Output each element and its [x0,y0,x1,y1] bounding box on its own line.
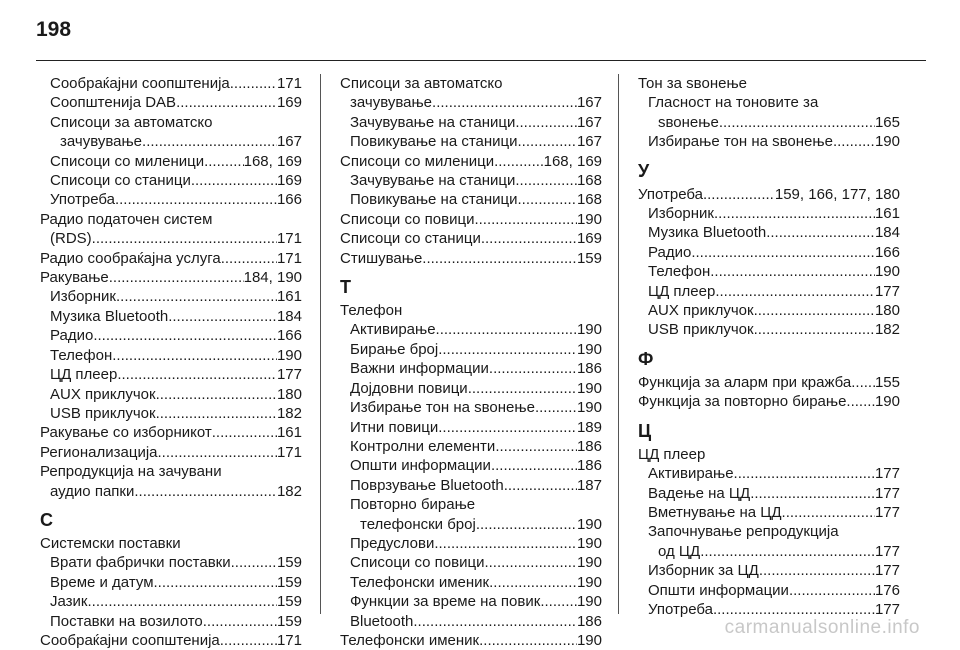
dot-leader [715,282,875,301]
dot-leader [220,631,277,650]
page-reference: 190 [874,263,900,281]
page-reference: 168, 169 [243,152,302,170]
entry-text: Списоци со миленици [50,152,205,170]
index-subentry [340,359,602,378]
page-reference: 159 [276,573,302,591]
entry-text: Списоци со повици [340,210,475,228]
page-reference: 159 [276,593,302,611]
dot-leader [230,74,277,93]
entry-text: Радио [50,327,94,345]
entry-text: Време и датум [50,573,154,591]
entry-text: USB приклучок [50,404,156,422]
dot-leader [759,561,875,580]
dot-leader [491,456,577,475]
page-reference: 177 [874,562,900,580]
page-reference: 177 [874,542,900,560]
dot-leader [540,592,577,611]
entry-text: Стишување [340,249,423,267]
page-reference: 171 [276,443,302,461]
page-reference: 182 [276,482,302,500]
page-reference: 190 [874,133,900,151]
entry-text: Музика Bluetooth [648,224,767,242]
page-number: 198 [36,18,72,41]
page-reference: 177 [276,366,302,384]
page-reference: 190 [276,346,302,364]
dot-leader [750,484,875,503]
dot-leader [158,443,277,462]
index-column-1 [40,74,302,650]
dot-leader [112,346,277,365]
entry-text: Врати фабрички поставки [50,554,231,572]
index-entry [40,249,302,268]
index-subentry [40,365,302,384]
entry-text: Контролни елементи [350,437,496,455]
page-reference: 159, 166, 177, 180 [774,185,900,203]
dot-leader [494,152,544,171]
page-reference: 190 [576,321,602,339]
entry-text: Функција за аларм при кражба [638,373,852,391]
entry-text: ЦД плеер [638,445,706,463]
page-reference: 159 [276,612,302,630]
entry-text: Изборник [50,288,116,306]
index-column-3 [638,74,900,619]
index-subentry [340,113,602,132]
entry-text: Зачувување на станици [350,172,516,190]
dot-leader [176,93,277,112]
index-subentry [340,553,602,572]
page-reference: 168, 169 [543,152,602,170]
dot-leader [754,320,875,339]
page-reference: 190 [576,554,602,572]
index-subentry [340,612,602,631]
entry-text: Репродукција на зачувани [40,463,222,481]
index-subentry [340,171,602,190]
index-subentry [340,495,602,534]
index-subentry [638,581,900,600]
index-subentry [638,282,900,301]
entry-text: Списоци за автоматско [340,75,503,92]
entry-text: Поставки на возилото [50,612,203,630]
index-subentry [340,437,602,456]
entry-text: Телефон [648,263,711,281]
page-reference: 187 [576,476,602,494]
dot-leader [434,534,577,553]
index-subentry [40,573,302,592]
entry-text: USB приклучок [648,321,754,339]
index-subentry [40,592,302,611]
page-reference: 168 [576,191,602,209]
entry-text: Активирање [648,465,734,483]
entry-text: Предуслови [350,534,435,552]
index-entry [40,534,302,553]
entry-text: ЦД плеер [50,366,118,384]
page-reference: 171 [276,631,302,649]
section-letter: С [40,509,53,530]
watermark: carmanualsonline.info [724,617,920,638]
page-reference: 182 [276,404,302,422]
entry-text: Повикување на станици [350,191,518,209]
entry-text: зачувување [60,133,143,151]
page-reference: 177 [874,503,900,521]
page-reference: 190 [576,593,602,611]
entry-text: телефонски број [360,515,476,533]
index-subentry [638,262,900,281]
dot-leader [204,152,244,171]
page-reference: 161 [276,424,302,442]
entry-text: Избирање тон на ѕвонење [350,399,535,417]
section-letter: Ц [638,420,652,441]
page-reference: 169 [276,172,302,190]
dot-leader [518,132,577,151]
page-reference: 184, 190 [243,269,302,287]
index-subentry [340,534,602,553]
index-subentry [40,326,302,345]
dot-leader [438,340,577,359]
page-reference: 177 [874,600,900,618]
index-entry [638,445,900,464]
dot-leader [221,249,277,268]
page-reference: 190 [874,393,900,411]
dot-leader [700,542,875,561]
index-subentry [638,243,900,262]
index-subentry [638,503,900,522]
page-reference: 161 [874,205,900,223]
page-reference: 190 [576,379,602,397]
section-letter: У [638,160,650,181]
dot-leader [515,113,577,132]
entry-text: Телефон [50,346,113,364]
index-column-2 [340,74,602,650]
dot-leader [156,404,277,423]
page-reference: 167 [276,133,302,151]
entry-text: Употреба [648,600,713,618]
index-subentry [40,385,302,404]
entry-text: Повторно бирање [350,496,476,514]
index-subentry [638,522,900,561]
dot-leader [156,385,277,404]
page-reference: 169 [576,230,602,248]
index-subentry [40,74,302,93]
dot-leader [489,573,577,592]
entry-text: Соoбраќајни соопштенија [50,75,230,92]
index-subentry [40,307,302,326]
entry-text: AUX приклучок [50,385,156,403]
dot-leader [481,229,577,248]
dot-leader [518,190,577,209]
entry-text: Дојдовни повици [350,379,468,397]
dot-leader [851,373,875,392]
entry-text: Вадење на ЦД [648,484,751,502]
entry-text: Изборник [648,205,714,223]
dot-leader [92,229,277,248]
entry-text: Тон за ѕвонење [638,75,747,92]
entry-text: Списоци со миленици [340,152,495,170]
entry-text: Телефон [340,302,403,320]
entry-text: AUX приклучок [648,302,754,320]
entry-text: Bluetooth [350,612,414,630]
page-reference: 190 [576,573,602,591]
dot-leader [766,223,875,242]
entry-text: Списоци со станици [340,230,481,248]
dot-leader [142,132,277,151]
index-entry [40,462,302,501]
index-entry [638,74,900,93]
dot-leader [479,631,577,650]
page-reference: 169 [276,94,302,112]
page-reference: 184 [276,307,302,325]
index-subentry [340,398,602,417]
page-reference: 166 [276,327,302,345]
dot-leader [714,204,875,223]
dot-leader [504,476,577,495]
dot-leader [846,392,875,411]
index-subentry [40,93,302,112]
index-subentry [40,612,302,631]
entry-text: Важни информации [350,360,489,378]
page-reference: 167 [576,113,602,131]
dot-leader [474,210,577,229]
dot-leader [116,287,277,306]
page-reference: 159 [576,249,602,267]
dot-leader [484,553,577,572]
index-entry [340,210,602,229]
index-entry [40,423,302,442]
dot-leader [93,326,277,345]
dot-leader [203,612,277,631]
entry-text: Општи информации [350,457,491,475]
page-reference: 190 [576,631,602,649]
page-reference: 167 [576,133,602,151]
page-reference: 190 [576,210,602,228]
dot-leader [489,359,577,378]
dot-leader [413,612,577,631]
index-subentry [340,418,602,437]
index-entry [40,268,302,287]
page-reference: 177 [874,465,900,483]
index-entry [340,249,602,268]
index-subentry [638,464,900,483]
header-rule [36,60,926,61]
index-subentry [638,132,900,151]
entry-text: ѕвонење [658,113,719,131]
dot-leader [535,398,577,417]
dot-leader [754,301,875,320]
entry-text: Ракување со изборникот [40,424,212,442]
page-reference: 171 [276,230,302,248]
index-entry [638,392,900,411]
index-entry [638,185,900,204]
entry-text: Избирање тон на ѕвонење [648,133,833,151]
entry-text: Бирање број [350,340,439,358]
index-entry [340,229,602,248]
page-reference: 177 [874,282,900,300]
entry-text: Списоци за автоматско [50,113,213,131]
page-reference: 186 [576,360,602,378]
index-subentry [638,223,900,242]
index-subentry [340,340,602,359]
dot-leader [789,581,875,600]
page-reference: 186 [576,612,602,630]
entry-text: ЦД плеер [648,282,716,300]
dot-leader [476,515,577,534]
page-reference: 190 [576,340,602,358]
entry-text: Употреба [50,191,115,209]
dot-leader [438,418,577,437]
page-reference: 161 [276,288,302,306]
index-subentry [40,113,302,152]
dot-leader [782,503,875,522]
entry-text: Итни повици [350,418,439,436]
dot-leader [191,171,277,190]
index-subentry [340,132,602,151]
entry-text: Радио [648,243,692,261]
page-reference: 186 [576,457,602,475]
index-subentry [40,287,302,306]
page-reference: 184 [874,224,900,242]
dot-leader [212,423,277,442]
column-divider [320,74,321,614]
page-reference: 155 [874,373,900,391]
index-subentry [340,379,602,398]
entry-text: Јазик [50,593,88,611]
page-reference: 159 [276,554,302,572]
dot-leader [422,249,577,268]
index-subentry [638,561,900,580]
entry-text: Започнување репродукција [648,523,839,541]
index-subentry [340,476,602,495]
entry-text: Телефонски именик [350,573,490,591]
dot-leader [134,482,277,501]
entry-text: Активирање [350,321,436,339]
entry-text: Поврзување Bluetooth [350,476,504,494]
page-reference: 186 [576,437,602,455]
index-entry [40,443,302,462]
dot-leader [88,592,277,611]
dot-leader [109,268,244,287]
entry-text: Вметнување на ЦД [648,503,782,521]
page-reference: 165 [874,113,900,131]
page-reference: 182 [874,321,900,339]
index-entry [340,631,602,650]
entry-text: Радио податочен систем [40,210,213,228]
entry-text: Списоци со повици [350,554,485,572]
entry-text: Списоци со станици [50,172,191,190]
index-subentry [638,301,900,320]
page-reference: 166 [874,243,900,261]
index-subentry [638,320,900,339]
index-subentry [40,404,302,423]
section-letter: Т [340,277,351,298]
entry-text: Радио сообраќајна услуга [40,249,221,267]
page-reference: 180 [276,385,302,403]
index-subentry [40,152,302,171]
index-subentry [638,484,900,503]
page-reference: 190 [576,515,602,533]
dot-leader [703,185,775,204]
index-entry [340,152,602,171]
entry-text: Сообраќајни соопштенија [40,631,220,649]
index-subentry [638,204,900,223]
index-entry [340,301,602,320]
dot-leader [691,243,875,262]
page-reference: 168 [576,172,602,190]
entry-text: Ракување [40,269,109,287]
entry-text: од ЦД [658,542,701,560]
page-reference: 177 [874,484,900,502]
entry-text: Зачувување на станици [350,113,516,131]
entry-text: Изборник за ЦД [648,562,759,580]
index-subentry [340,456,602,475]
dot-leader [154,573,277,592]
index-subentry [638,93,900,132]
page-reference: 189 [576,418,602,436]
index-subentry [40,553,302,572]
entry-text: Функција за повторно бирање [638,393,847,411]
page-reference: 171 [276,249,302,267]
dot-leader [495,437,577,456]
index-entry [40,210,302,249]
entry-text: Општи информации [648,581,789,599]
page-reference: 190 [576,534,602,552]
dot-leader [833,132,875,151]
section-letter: Ф [638,348,654,369]
index-subentry [40,190,302,209]
index-subentry [340,320,602,339]
entry-text: аудио папки [50,482,135,500]
page-reference: 180 [874,302,900,320]
entry-text: зачувување [350,94,433,112]
entry-text: Употреба [638,185,703,203]
dot-leader [436,320,577,339]
entry-text: Повикување на станици [350,133,518,151]
dot-leader [115,190,277,209]
index-entry [340,74,602,113]
index-entry [638,373,900,392]
dot-leader [734,464,875,483]
index-subentry [40,171,302,190]
entry-text: Музика Bluetooth [50,307,169,325]
entry-text: Соопштенија DAB [50,94,177,112]
entry-text: Системски поставки [40,534,181,552]
index-entry [40,631,302,650]
entry-text: Телефонски именик [340,631,480,649]
column-divider [618,74,619,614]
dot-leader [468,379,577,398]
page-reference: 167 [576,94,602,112]
page-reference: 176 [874,581,900,599]
dot-leader [432,93,577,112]
dot-leader [231,553,277,572]
dot-leader [710,262,875,281]
entry-text: Гласност на тоновите за [648,94,819,112]
index-subentry [340,573,602,592]
dot-leader [117,365,277,384]
index-subentry [340,190,602,209]
page-reference: 171 [276,75,302,92]
page-reference: 166 [276,191,302,209]
entry-text: (RDS) [50,230,92,248]
entry-text: Функции за време на повик [350,593,541,611]
dot-leader [168,307,277,326]
dot-leader [515,171,577,190]
entry-text: Регионализација [40,443,158,461]
page-reference: 190 [576,399,602,417]
index-subentry [40,346,302,365]
dot-leader [719,113,875,132]
index-subentry [340,592,602,611]
